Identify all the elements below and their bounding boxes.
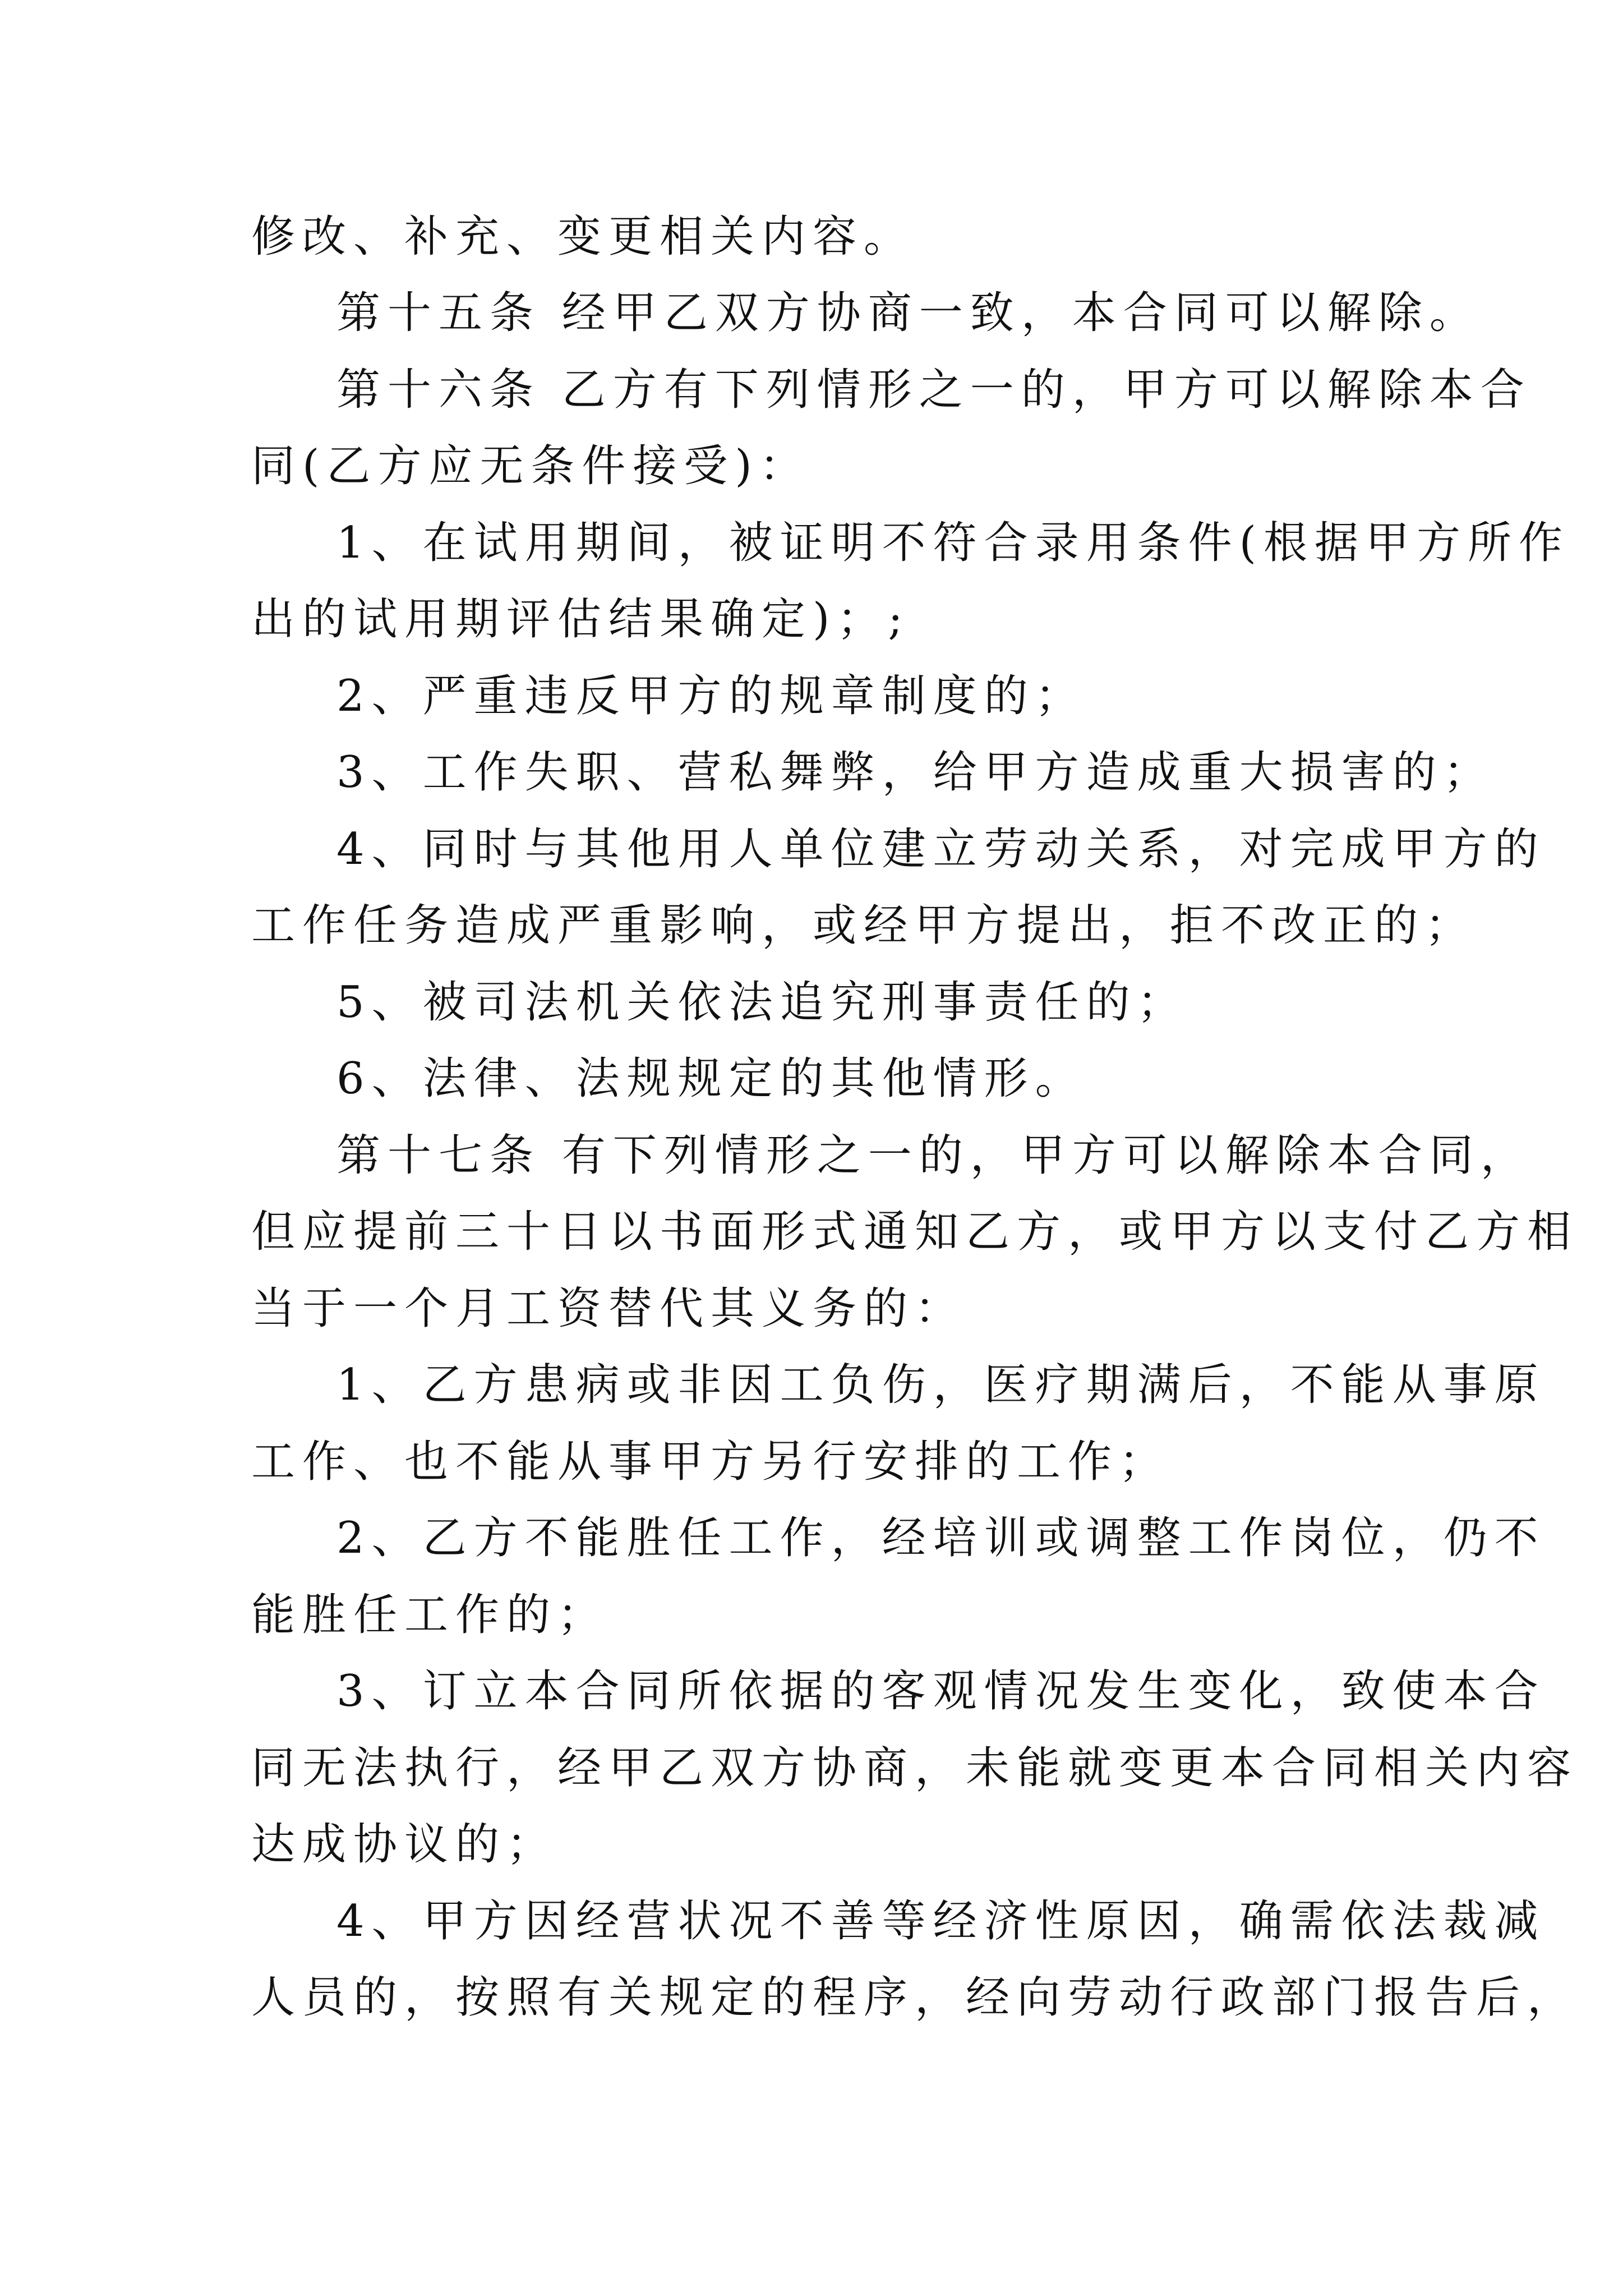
clause-item: 4、同时与其他用人单位建立劳动关系，对完成甲方的: [336, 824, 1546, 875]
text-line: 工作任务造成严重影响，或经甲方提出，拒不改正的；: [251, 900, 1477, 951]
clause-item: 3、订立本合同所依据的客观情况发生变化，致使本合: [336, 1666, 1546, 1717]
text-line: 出的试用期评估结果确定)；;: [251, 594, 910, 645]
clause-item: 6、法律、法规规定的其他情形。: [336, 1053, 1086, 1104]
clause-item: 1、在试用期间，被证明不符合录用条件(根据甲方所作: [336, 518, 1570, 568]
text-line: 同(乙方应无条件接受)：: [251, 441, 810, 491]
text-line: 同无法执行，经甲乙双方协商，未能就变更本合同相关内容: [251, 1743, 1579, 1793]
article-17: 第十七条 有下列情形之一的，甲方可以解除本合同，: [336, 1130, 1532, 1181]
clause-item: 5、被司法机关依法追究刑事责任的；: [336, 977, 1188, 1028]
article-16: 第十六条 乙方有下列情形之一的，甲方可以解除本合: [336, 365, 1532, 415]
clause-item: 4、甲方因经营状况不善等经济性原因，确需依法裁减: [336, 1896, 1546, 1947]
clause-item: 1、乙方患病或非因工负伤，医疗期满后，不能从事原: [336, 1360, 1546, 1410]
text-line: 修改、补充、变更相关内容。: [251, 211, 915, 262]
text-line: 能胜任工作的；: [251, 1590, 609, 1640]
clause-item: 3、工作失职、营私舞弊，给甲方造成重大损害的；: [336, 747, 1495, 798]
article-15: 第十五条 经甲乙双方协商一致，本合同可以解除。: [336, 288, 1481, 338]
text-line: 但应提前三十日以书面形式通知乙方，或甲方以支付乙方相: [251, 1207, 1579, 1257]
clause-item: 2、严重违反甲方的规章制度的；: [336, 671, 1086, 721]
text-line: 达成协议的；: [251, 1819, 558, 1870]
text-line: 工作、也不能从事甲方另行安排的工作；: [251, 1437, 1170, 1487]
text-line: 人员的，按照有关规定的程序，经向劳动行政部门报告后，: [251, 1972, 1579, 2023]
clause-item: 2、乙方不能胜任工作，经培训或调整工作岗位，仍不: [336, 1513, 1546, 1563]
text-line: 当于一个月工资替代其义务的：: [251, 1283, 966, 1334]
